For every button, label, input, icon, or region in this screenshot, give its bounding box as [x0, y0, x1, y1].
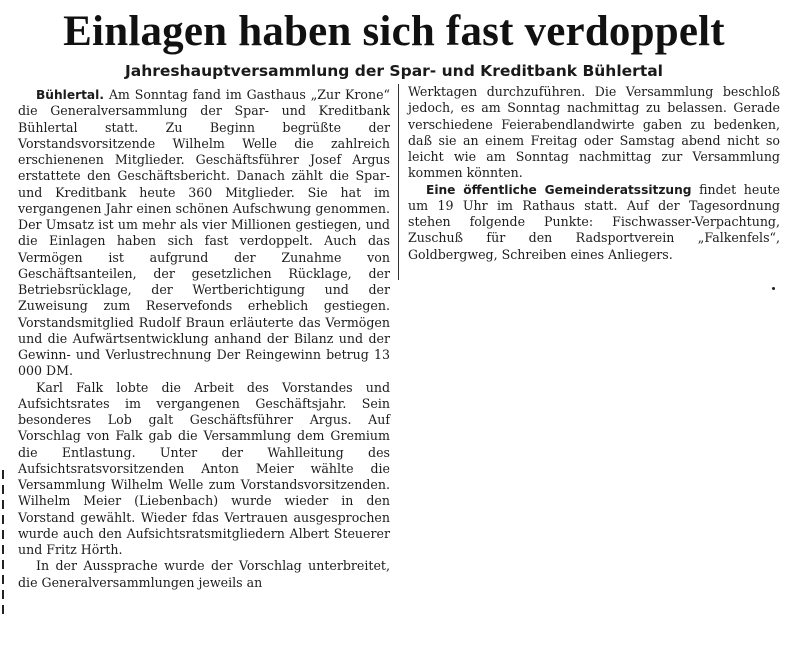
paragraph-3: In der Aussprache wurde der Vorschlag unterbreitet, die Generalversammlungen jeweils an: [18, 558, 390, 590]
notice-text: findet heute um 19 Uhr im Rathaus statt. Auf der Tagesordnung stehen folgende Punkte: Fischwasser-Verpachtung, Zuschuß für den Radsportverein „Falkenfels“, Goldbergweg, Schreiben eines Anliegers.: [408, 181, 780, 262]
paragraph-2: Karl Falk lobte die Arbeit des Vorstandes und Aufsichtsrates im vergangenen Geschäftsjahr. Sein besonderes Lob galt Geschäftsführer Argus. Auf Vorschlag von Falk gab die Versammlung dem Gremium die Entlastung. Unter der Wahlleitung des Aufsichtsratsvorsitzenden Anton Meier wählte die Versammlung Wilhelm Welle zum Vorstandsvorsitzenden. Wilhelm Meier (Liebenbach) wurde wieder in den Vorstand gewählt. Wieder fdas Vertrauen ausgesprochen wurde auch den Aufsichtsratsmitgliedern Albert Steuerer und Fritz Hörth.: [18, 379, 390, 557]
notice-lead: Eine öffentliche Gemeinderatssitzung: [426, 182, 692, 197]
paragraph-continued: Werktagen durchzuführen. Die Versammlung beschloß jedoch, es am Sonntag nachmittag zu belassen. Gerade verschiedene Feierabendlandwirte gaben zu bedenken, daß sie an einem Freitag oder Samstag abend nicht so leicht wie am Sonntag nachmittag zur Versammlung kommen könnten.: [408, 84, 780, 181]
subheadline: Jahreshauptversammlung der Spar- und Kreditbank Bühlertal: [124, 62, 663, 80]
margin-marks: [2, 470, 8, 620]
column-divider: [398, 84, 399, 280]
paragraph-1-text: Am Sonntag fand im Gasthaus „Zur Krone“ die Generalversammlung der Spar- und Kreditbank Bühlertal statt. Zu Beginn begrüßte der Vorstandsvorsitzende Wilhelm Welle die zahlreich erschienenen Mitglieder. Geschäftsführer Josef Argus erstattete den Geschäftsbericht. Danach zählt die Spar- und Kreditbank heute 360 Mitglieder. Sie hat im vergangenen Jahr einen schönen Aufschwung genommen. Der Umsatz ist um mehr als vier Millionen gestiegen, und die Einlagen haben sich fast verdoppelt. Auch das Vermögen ist aufgrund der Zunahme von Geschäftsanteilen, der gesetzlichen Rücklage, der Betriebsrücklage, der Wertberichtigung und der Zuweisung zum Reservefonds erheblich gestiegen. Vorstandsmitglied Rudolf Braun erläuterte das Vermögen und die Aufwärtsentwicklung anhand der Bilanz und der Gewinn- und Verlustrechnung Der Reingewinn betrug 13 000 DM.: [18, 87, 390, 379]
paragraph-1: [18, 87, 390, 380]
paragraph-notice: [408, 182, 780, 263]
right-column: [408, 84, 780, 263]
headline: Einlagen haben sich fast verdoppelt: [63, 8, 725, 55]
dateline: Bühlertal.: [36, 88, 104, 102]
print-speck: [772, 287, 775, 290]
left-column: [18, 87, 390, 591]
